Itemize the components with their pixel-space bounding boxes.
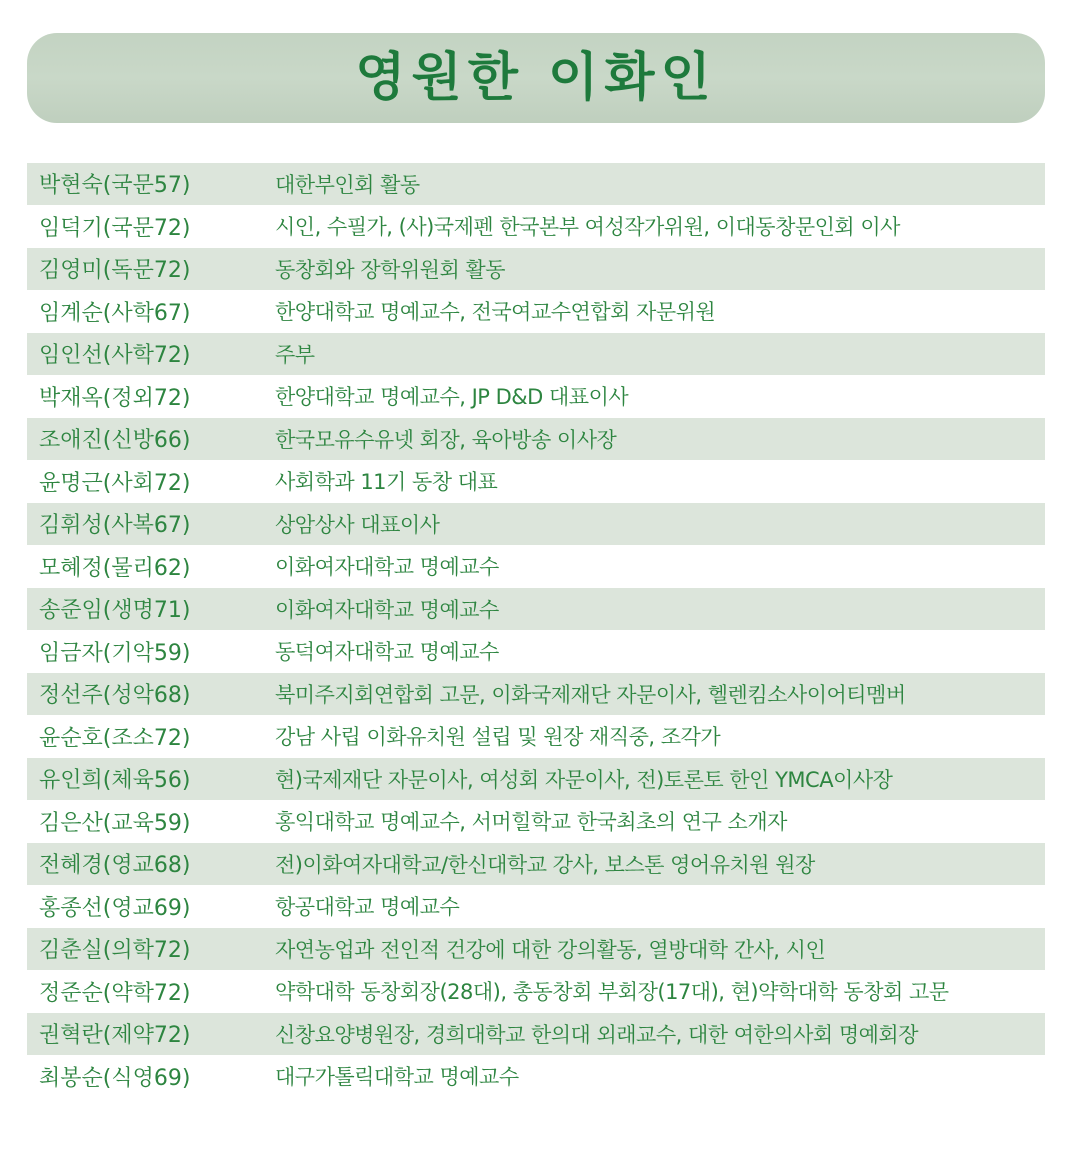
alumna-description: 사회학과 11기 동창 대표 (275, 470, 498, 495)
alumna-description: 이화여자대학교 명예교수 (275, 555, 499, 580)
roster-row (27, 546, 1045, 589)
roster-row (27, 291, 1045, 334)
roster-row (27, 971, 1045, 1014)
roster-row (27, 1013, 1045, 1056)
alumna-description: 홍익대학교 명예교수, 서머힐학교 한국최초의 연구 소개자 (275, 810, 787, 835)
alumna-name: 임인선(사학72) (39, 343, 191, 369)
roster-row (27, 758, 1045, 801)
alumna-name: 모혜정(물리62) (39, 555, 191, 581)
alumni-roster (27, 163, 1045, 1098)
alumna-description: 강남 사립 이화유치원 설립 및 원장 재직중, 조각가 (275, 725, 721, 750)
alumna-name: 윤순호(조소72) (39, 725, 191, 751)
alumna-description: 자연농업과 전인적 건강에 대한 강의활동, 열방대학 간사, 시인 (275, 937, 826, 962)
roster-row (27, 1056, 1045, 1099)
alumna-name: 최봉순(식영69) (39, 1065, 191, 1091)
roster-row (27, 886, 1045, 929)
roster-row (27, 248, 1045, 291)
roster-row (27, 716, 1045, 759)
alumna-name: 박재옥(정외72) (39, 385, 191, 411)
alumna-description: 항공대학교 명예교수 (275, 895, 460, 920)
alumna-name: 임금자(기악59) (39, 640, 191, 666)
roster-row (27, 333, 1045, 376)
alumna-description: 약학대학 동창회장(28대), 총동창회 부회장(17대), 현)약학대학 동창회 고문 (275, 980, 949, 1005)
alumna-description: 대구가톨릭대학교 명예교수 (275, 1065, 519, 1090)
alumna-name: 정준순(약학72) (39, 980, 191, 1006)
alumna-name: 임계순(사학67) (39, 300, 191, 326)
roster-row (27, 163, 1045, 206)
roster-row (27, 588, 1045, 631)
alumna-description: 전)이화여자대학교/한신대학교 강사, 보스톤 영어유치원 원장 (275, 852, 815, 877)
alumna-description: 이화여자대학교 명예교수 (275, 597, 499, 622)
alumna-name: 윤명근(사회72) (39, 470, 191, 496)
alumna-description: 주부 (275, 342, 315, 367)
roster-row (27, 503, 1045, 546)
alumna-description: 신창요양병원장, 경희대학교 한의대 외래교수, 대한 여한의사회 명예회장 (275, 1022, 918, 1047)
alumna-name: 홍종선(영교69) (39, 895, 191, 921)
alumna-description: 동창회와 장학위원회 활동 (275, 257, 505, 282)
alumna-name: 김영미(독문72) (39, 258, 191, 284)
alumna-name: 임덕기(국문72) (39, 215, 191, 241)
alumna-description: 대한부인회 활동 (275, 172, 420, 197)
title-banner (27, 33, 1045, 123)
alumna-description: 시인, 수필가, (사)국제펜 한국본부 여성작가위원, 이대동창문인회 이사 (275, 215, 900, 240)
alumna-name: 정선주(성악68) (39, 683, 191, 709)
alumna-name: 김은산(교육59) (39, 810, 191, 836)
roster-row (27, 461, 1045, 504)
roster-row (27, 376, 1045, 419)
alumna-description: 상암상사 대표이사 (275, 512, 440, 537)
roster-row (27, 418, 1045, 461)
alumna-name: 전혜경(영교68) (39, 853, 191, 879)
roster-row (27, 206, 1045, 249)
alumna-description: 북미주지회연합회 고문, 이화국제재단 자문이사, 헬렌킴소사이어티멤버 (275, 682, 906, 707)
alumna-description: 한양대학교 명예교수, 전국여교수연합회 자문위원 (275, 300, 716, 325)
roster-row (27, 631, 1045, 674)
alumna-name: 박현숙(국문57) (39, 173, 191, 199)
alumna-name: 김휘성(사복67) (39, 513, 191, 539)
alumna-name: 유인희(체육56) (39, 768, 191, 794)
alumna-description: 현)국제재단 자문이사, 여성회 자문이사, 전)토론토 한인 YMCA이사장 (275, 767, 893, 792)
alumna-description: 동덕여자대학교 명예교수 (275, 640, 499, 665)
alumna-name: 조애진(신방66) (39, 428, 191, 454)
alumna-name: 김춘실(의학72) (39, 938, 191, 964)
roster-row (27, 801, 1045, 844)
roster-row (27, 928, 1045, 971)
page-title: 영원한 이화인 (355, 48, 717, 108)
roster-row (27, 843, 1045, 886)
alumna-name: 권혁란(제약72) (39, 1023, 191, 1049)
roster-row (27, 673, 1045, 716)
alumna-description: 한국모유수유넷 회장, 육아방송 이사장 (275, 427, 617, 452)
alumna-name: 송준임(생명71) (39, 598, 191, 624)
alumna-description: 한양대학교 명예교수, JP D&D 대표이사 (275, 385, 629, 410)
